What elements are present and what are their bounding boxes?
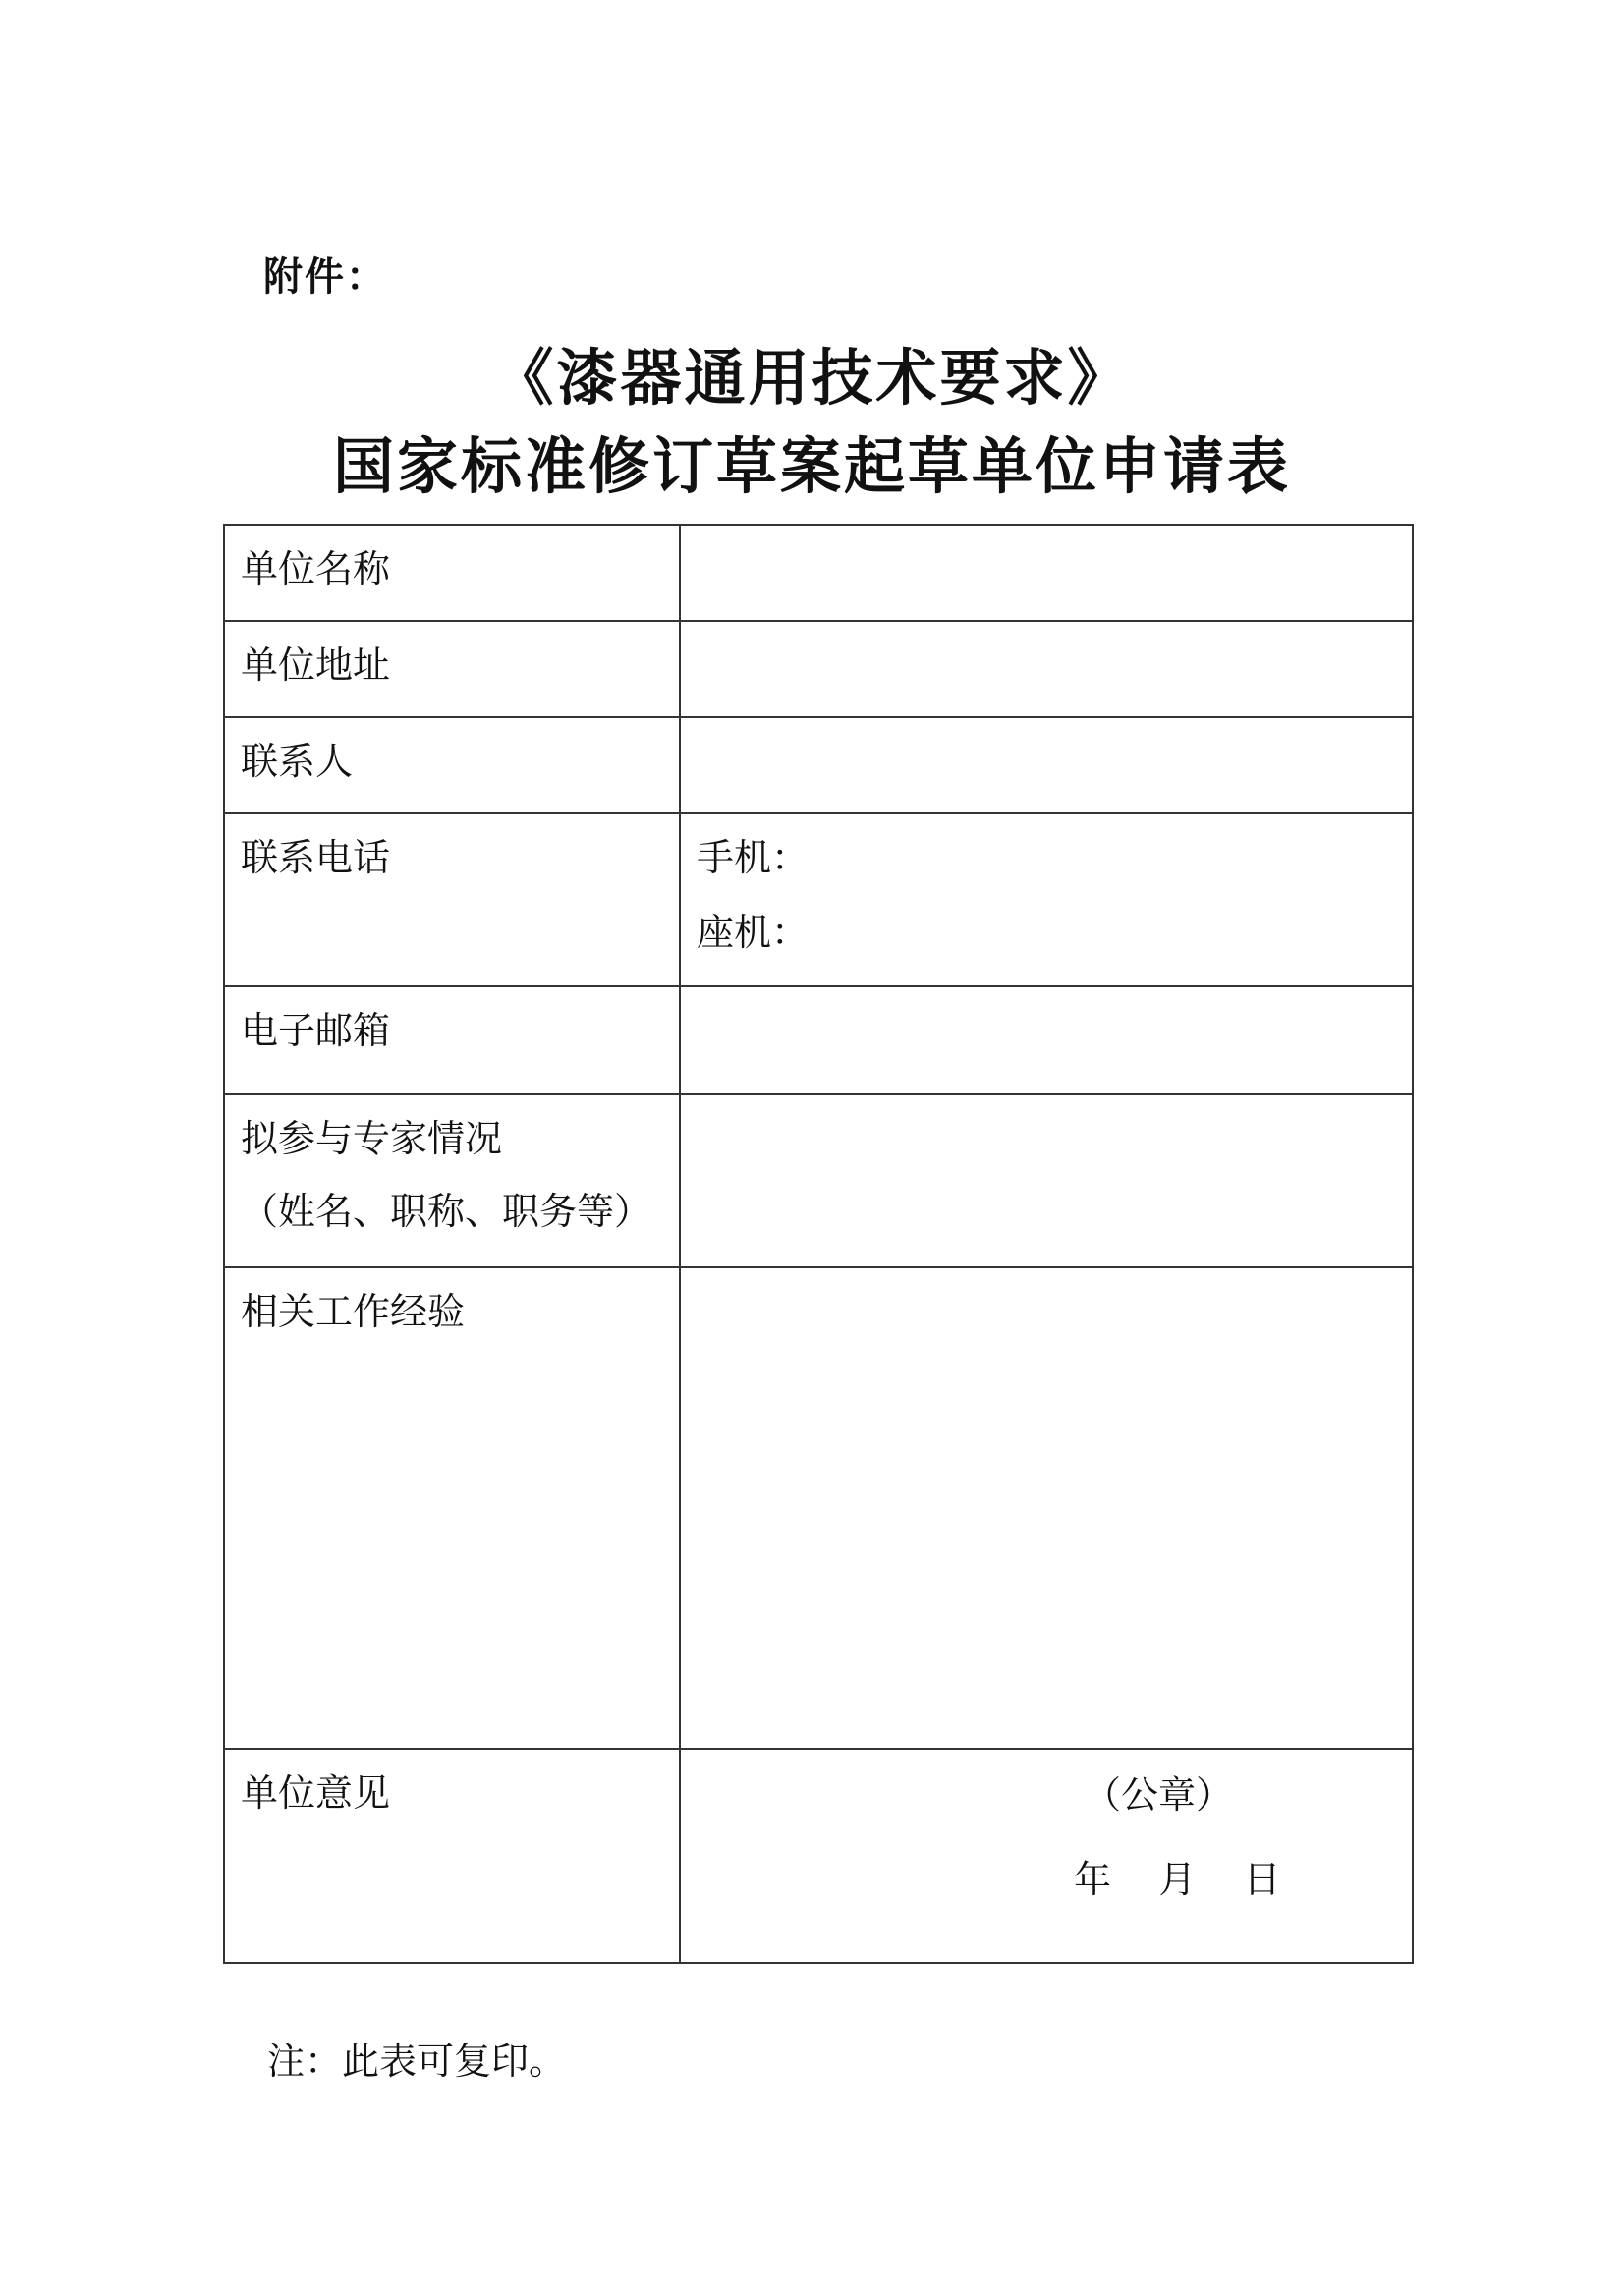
unit-address-value	[681, 622, 1412, 644]
unit-name-field[interactable]	[680, 525, 1413, 621]
row-experience	[224, 1267, 1413, 1749]
experts-field[interactable]	[680, 1094, 1413, 1267]
title-line-2: 国家标准修订草案起草单位申请表	[332, 430, 1291, 502]
unit-opinion-field[interactable]	[680, 1749, 1413, 1963]
row-email	[224, 986, 1413, 1094]
experts-sub-label: （姓名、职称、职务等）	[241, 1189, 652, 1233]
contact-phone-field[interactable]	[680, 813, 1413, 986]
unit-opinion-label: 单位意见	[241, 1771, 391, 1815]
label-cell-experience	[224, 1267, 680, 1749]
mobile-line	[681, 814, 1412, 881]
label-cell-contact-person	[224, 717, 680, 813]
row-unit-name	[224, 525, 1413, 621]
mobile-label: 手机：	[697, 836, 810, 879]
label-cell-contact-phone	[224, 813, 680, 986]
label-cell-unit-name	[224, 525, 680, 621]
label-cell-email	[224, 986, 680, 1094]
row-unit-opinion	[224, 1749, 1413, 1963]
contact-person-value	[681, 718, 1412, 740]
date-line: 年 月 日	[1074, 1858, 1281, 1901]
experience-field[interactable]	[680, 1267, 1413, 1749]
landline-line	[681, 881, 1412, 956]
landline-label: 座机：	[697, 910, 810, 954]
official-seal-label: （公章）	[1084, 1773, 1234, 1817]
row-contact-person	[224, 717, 1413, 813]
email-value	[681, 987, 1412, 1009]
footnote: 注：此表可复印。	[267, 2040, 567, 2083]
email-label: 电子邮箱	[241, 1009, 391, 1052]
experts-value	[681, 1095, 1412, 1117]
attachment-label: 附件：	[263, 254, 387, 300]
label-cell-unit-address	[224, 621, 680, 717]
contact-person-field[interactable]	[680, 717, 1413, 813]
contact-person-label: 联系人	[241, 740, 354, 783]
unit-name-value	[681, 526, 1412, 547]
experience-label: 相关工作经验	[241, 1290, 466, 1333]
experts-label: 拟参与专家情况	[241, 1117, 503, 1160]
row-contact-phone	[224, 813, 1413, 986]
unit-address-label: 单位地址	[241, 644, 391, 687]
title-line-1: 《漆器通用技术要求》	[492, 342, 1132, 414]
row-unit-address	[224, 621, 1413, 717]
row-experts	[224, 1094, 1413, 1267]
label-cell-experts	[224, 1094, 680, 1267]
contact-phone-label: 联系电话	[241, 836, 391, 879]
unit-address-field[interactable]	[680, 621, 1413, 717]
unit-name-label: 单位名称	[241, 547, 391, 590]
application-form-table	[223, 524, 1414, 1964]
label-cell-unit-opinion	[224, 1749, 680, 1963]
experience-value	[681, 1268, 1412, 1290]
email-field[interactable]	[680, 986, 1413, 1094]
